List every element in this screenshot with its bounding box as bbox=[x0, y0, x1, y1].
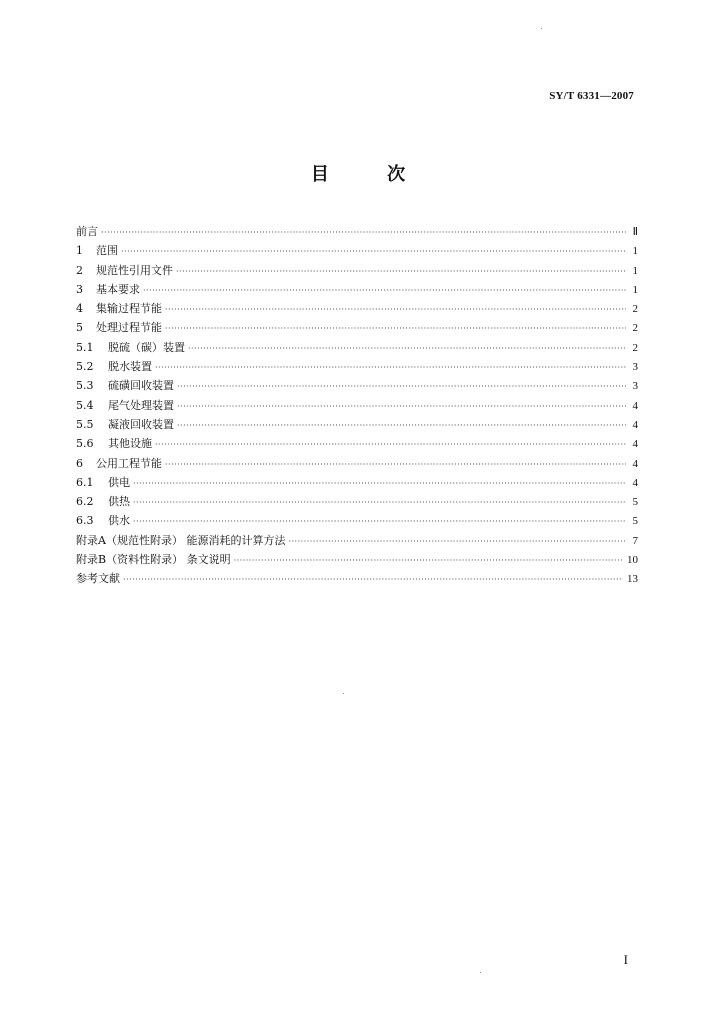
toc-entry-label: 供热 bbox=[108, 495, 130, 509]
toc-entry[interactable] bbox=[76, 299, 638, 318]
toc-entry[interactable] bbox=[76, 241, 638, 260]
dot-leader bbox=[177, 415, 626, 434]
toc-entry[interactable] bbox=[76, 415, 638, 434]
page-number: I bbox=[623, 952, 628, 967]
toc-entry[interactable] bbox=[76, 492, 638, 511]
toc-entry[interactable] bbox=[76, 357, 638, 376]
dot-leader bbox=[165, 454, 626, 473]
toc-entry[interactable] bbox=[76, 318, 638, 337]
toc-entry-page: 2 bbox=[632, 322, 638, 335]
toc-entry-label: 其他设施 bbox=[108, 437, 152, 451]
toc-entry[interactable] bbox=[76, 338, 638, 357]
toc-entry-number: 6.2 bbox=[76, 495, 94, 509]
toc-entry-number: 5 bbox=[76, 321, 83, 335]
toc-entry-page: 2 bbox=[632, 303, 638, 316]
toc-entry-label: 供水 bbox=[108, 514, 130, 528]
scan-speck bbox=[343, 693, 344, 694]
toc-entry-label: 基本要求 bbox=[96, 282, 140, 296]
toc-entry-number: 3 bbox=[76, 282, 83, 296]
toc-entry-page: 5 bbox=[632, 496, 638, 509]
document-code: SY/T 6331—2007 bbox=[549, 90, 634, 102]
dot-leader bbox=[234, 550, 623, 569]
toc-entry-label: 集输过程节能 bbox=[96, 302, 162, 316]
toc-entry-label: 尾气处理装置 bbox=[108, 398, 174, 412]
scan-speck bbox=[480, 972, 481, 973]
toc-entry-label: 脱水装置 bbox=[108, 360, 152, 374]
scan-speck bbox=[541, 28, 542, 29]
toc-entry-page: 1 bbox=[632, 245, 638, 258]
dot-leader bbox=[288, 531, 626, 550]
dot-leader bbox=[155, 357, 626, 376]
toc-entry-page: 3 bbox=[632, 361, 638, 374]
dot-leader bbox=[177, 396, 626, 415]
dot-leader bbox=[165, 299, 626, 318]
toc-entry-number: 1 bbox=[76, 244, 83, 258]
dot-leader bbox=[188, 338, 626, 357]
toc-entry-label: 附录A（规范性附录） 能源消耗的计算方法 bbox=[76, 533, 286, 547]
toc-entry-label: 供电 bbox=[108, 475, 130, 489]
toc-entry-page: 13 bbox=[627, 573, 638, 586]
toc-entry-number: 6.1 bbox=[76, 475, 94, 489]
toc-entry-label: 公用工程节能 bbox=[96, 456, 162, 470]
dot-leader bbox=[155, 434, 626, 453]
dot-leader bbox=[133, 473, 626, 492]
page-title: 目 次 bbox=[310, 164, 432, 185]
toc-entry-label: 范围 bbox=[96, 244, 118, 258]
dot-leader bbox=[176, 261, 626, 280]
toc-entry[interactable] bbox=[76, 376, 638, 395]
toc-entry[interactable] bbox=[76, 550, 638, 569]
toc-entry[interactable] bbox=[76, 280, 638, 299]
toc-entry-page: 4 bbox=[632, 457, 638, 470]
toc-entry-page: 4 bbox=[632, 476, 638, 489]
toc-entry-page: 3 bbox=[632, 380, 638, 393]
toc-entry-number: 5.2 bbox=[76, 360, 94, 374]
toc-entry[interactable] bbox=[76, 569, 638, 588]
toc-entry-number: 4 bbox=[76, 302, 83, 316]
toc-entry-number: 6.3 bbox=[76, 514, 94, 528]
toc-entry-label: 脱硫（碳）装置 bbox=[108, 340, 185, 354]
toc-entry-label: 处理过程节能 bbox=[96, 321, 162, 335]
toc-entry-number: 5.4 bbox=[76, 398, 94, 412]
dot-leader bbox=[133, 511, 626, 530]
toc-entry-number: 6 bbox=[76, 456, 83, 470]
toc-entry-page: 7 bbox=[632, 534, 638, 547]
dot-leader bbox=[123, 569, 623, 588]
dot-leader bbox=[133, 492, 626, 511]
dot-leader bbox=[165, 318, 626, 337]
toc-entry-page: Ⅱ bbox=[632, 226, 638, 238]
toc-entry-page: 1 bbox=[632, 283, 638, 296]
toc-entry[interactable] bbox=[76, 434, 638, 453]
toc-entry-number: 5.6 bbox=[76, 437, 94, 451]
toc-entry-page: 10 bbox=[627, 554, 638, 567]
table-of-contents bbox=[76, 222, 638, 589]
toc-entry-number: 5.1 bbox=[76, 340, 94, 354]
toc-entry[interactable] bbox=[76, 454, 638, 473]
toc-entry-label: 前言 bbox=[76, 225, 98, 238]
toc-entry[interactable] bbox=[76, 473, 638, 492]
toc-entry[interactable] bbox=[76, 396, 638, 415]
toc-entry-label: 附录B（资料性附录） 条文说明 bbox=[76, 553, 231, 567]
dot-leader bbox=[143, 280, 626, 299]
toc-entry-page: 2 bbox=[632, 341, 638, 354]
toc-entry[interactable] bbox=[76, 531, 638, 550]
toc-entry-page: 5 bbox=[632, 515, 638, 528]
toc-entry-page: 1 bbox=[632, 264, 638, 277]
toc-entry-number: 2 bbox=[76, 263, 83, 277]
toc-entry-page: 4 bbox=[632, 418, 638, 431]
toc-entry[interactable] bbox=[76, 261, 638, 280]
toc-entry-label: 规范性引用文件 bbox=[96, 263, 173, 277]
toc-entry-number: 5.5 bbox=[76, 417, 94, 431]
dot-leader bbox=[121, 241, 626, 260]
toc-entry-label: 参考文献 bbox=[76, 572, 120, 586]
toc-entry[interactable] bbox=[76, 222, 638, 241]
toc-entry-page: 4 bbox=[632, 399, 638, 412]
toc-entry-label: 凝液回收装置 bbox=[108, 417, 174, 431]
toc-entry-number: 5.3 bbox=[76, 379, 94, 393]
toc-entry-label: 硫磺回收装置 bbox=[108, 379, 174, 393]
toc-entry[interactable] bbox=[76, 511, 638, 530]
dot-leader bbox=[177, 376, 626, 395]
toc-entry-page: 4 bbox=[632, 438, 638, 451]
dot-leader bbox=[101, 222, 626, 241]
